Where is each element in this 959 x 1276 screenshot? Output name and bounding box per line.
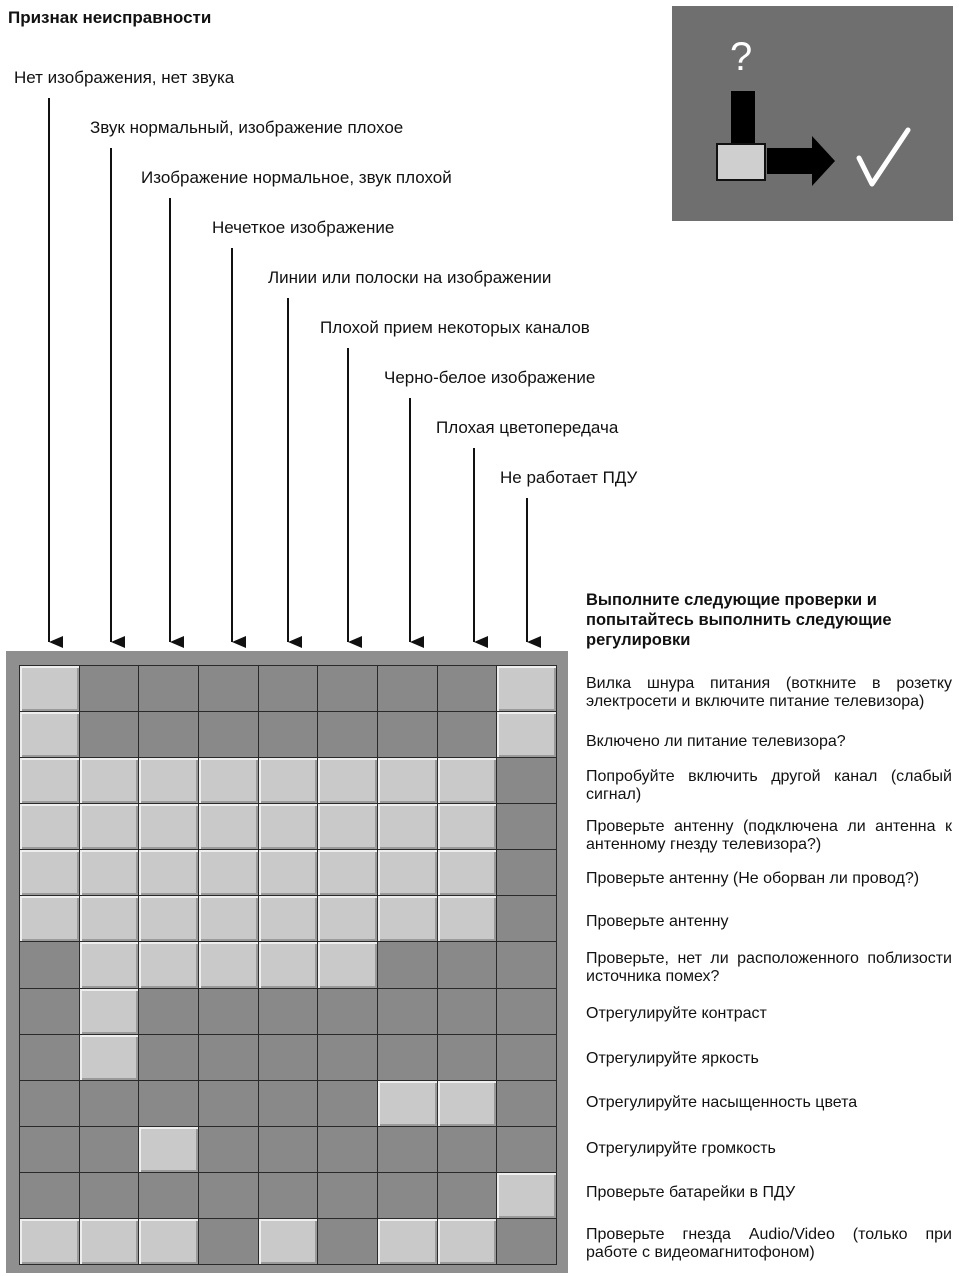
matrix-cell-r4-c4 bbox=[199, 804, 258, 849]
matrix-cell-r6-c4 bbox=[199, 896, 258, 941]
matrix-cell-r2-c9 bbox=[497, 712, 556, 757]
matrix-cell-r12-c7 bbox=[378, 1173, 437, 1218]
matrix-cell-r3-c9 bbox=[497, 758, 556, 803]
matrix-cell-r5-c3 bbox=[139, 850, 198, 895]
check-item-9: Отрегулируйте яркость bbox=[586, 1050, 759, 1067]
matrix-cell-r8-c4 bbox=[199, 989, 258, 1034]
matrix-cell-r12-c5 bbox=[259, 1173, 318, 1218]
matrix-cell-r1-c3 bbox=[139, 666, 198, 711]
matrix-cell-r7-c3 bbox=[139, 942, 198, 987]
matrix-cell-r9-c9 bbox=[497, 1035, 556, 1080]
matrix-cell-r3-c5 bbox=[259, 758, 318, 803]
check-item-7: Проверьте, нет ли расположенного поблизости источника помех? bbox=[586, 950, 952, 985]
matrix-cell-r4-c3 bbox=[139, 804, 198, 849]
matrix-cell-r4-c2 bbox=[80, 804, 139, 849]
matrix-cell-r11-c9 bbox=[497, 1127, 556, 1172]
arrow-right-icon bbox=[767, 136, 835, 186]
matrix-cell-r8-c1 bbox=[20, 989, 79, 1034]
matrix-cell-r8-c8 bbox=[438, 989, 497, 1034]
matrix-cell-r7-c2 bbox=[80, 942, 139, 987]
matrix-cell-r12-c9 bbox=[497, 1173, 556, 1218]
matrix-cell-r9-c5 bbox=[259, 1035, 318, 1080]
matrix-cell-r6-c5 bbox=[259, 896, 318, 941]
matrix-cell-r11-c4 bbox=[199, 1127, 258, 1172]
matrix-cell-r2-c5 bbox=[259, 712, 318, 757]
symptom-label-2: Звук нормальный, изображение плохое bbox=[90, 118, 404, 137]
check-item-5: Проверьте антенну (Не оборван ли провод?) bbox=[586, 870, 920, 887]
matrix-cell-r10-c6 bbox=[318, 1081, 377, 1126]
matrix-cell-r13-c5 bbox=[259, 1219, 318, 1264]
matrix-cell-r11-c1 bbox=[20, 1127, 79, 1172]
check-item-1: Вилка шнура питания (воткните в розетку электросети и включите питание телевизора) bbox=[586, 675, 952, 710]
matrix-cell-r7-c9 bbox=[497, 942, 556, 987]
matrix-cell-r6-c3 bbox=[139, 896, 198, 941]
symptom-label-8: Плохая цветопередача bbox=[436, 418, 619, 437]
matrix-cell-r11-c6 bbox=[318, 1127, 377, 1172]
matrix-cell-r11-c7 bbox=[378, 1127, 437, 1172]
check-item-4: Проверьте антенну (подключена ли антенна к антенному гнезду телевизора?) bbox=[586, 818, 952, 853]
matrix-cell-r7-c8 bbox=[438, 942, 497, 987]
symptom-label-4: Нечеткое изображение bbox=[212, 218, 395, 237]
matrix-cell-r13-c9 bbox=[497, 1219, 556, 1264]
symptom-label-6: Плохой прием некоторых каналов bbox=[320, 318, 590, 337]
matrix-cell-r10-c4 bbox=[199, 1081, 258, 1126]
matrix-cell-r1-c7 bbox=[378, 666, 437, 711]
check-item-13: Проверьте гнезда Audio/Video (только при работе с видеомагнитофоном) bbox=[586, 1226, 952, 1261]
matrix-cell-r12-c3 bbox=[139, 1173, 198, 1218]
matrix-cell-r10-c8 bbox=[438, 1081, 497, 1126]
check-matrix bbox=[19, 665, 557, 1265]
symptom-label-1: Нет изображения, нет звука bbox=[14, 68, 235, 87]
matrix-cell-r13-c8 bbox=[438, 1219, 497, 1264]
matrix-cell-r2-c3 bbox=[139, 712, 198, 757]
matrix-cell-r5-c6 bbox=[318, 850, 377, 895]
matrix-cell-r3-c4 bbox=[199, 758, 258, 803]
matrix-cell-r9-c3 bbox=[139, 1035, 198, 1080]
matrix-cell-r1-c5 bbox=[259, 666, 318, 711]
matrix-cell-r13-c6 bbox=[318, 1219, 377, 1264]
matrix-cell-r6-c1 bbox=[20, 896, 79, 941]
matrix-cell-r3-c8 bbox=[438, 758, 497, 803]
matrix-cell-r12-c6 bbox=[318, 1173, 377, 1218]
matrix-cell-r6-c6 bbox=[318, 896, 377, 941]
matrix-cell-r1-c1 bbox=[20, 666, 79, 711]
matrix-cell-r4-c7 bbox=[378, 804, 437, 849]
check-item-11: Отрегулируйте громкость bbox=[586, 1140, 776, 1157]
matrix-cell-r1-c8 bbox=[438, 666, 497, 711]
matrix-cell-r9-c7 bbox=[378, 1035, 437, 1080]
matrix-cell-r7-c4 bbox=[199, 942, 258, 987]
matrix-cell-r1-c6 bbox=[318, 666, 377, 711]
matrix-cell-r13-c3 bbox=[139, 1219, 198, 1264]
matrix-cell-r5-c7 bbox=[378, 850, 437, 895]
matrix-cell-r8-c9 bbox=[497, 989, 556, 1034]
matrix-cell-r9-c2 bbox=[80, 1035, 139, 1080]
matrix-cell-r4-c5 bbox=[259, 804, 318, 849]
matrix-cell-r13-c7 bbox=[378, 1219, 437, 1264]
matrix-cell-r7-c6 bbox=[318, 942, 377, 987]
checkmark-icon bbox=[859, 130, 908, 184]
matrix-cell-r5-c5 bbox=[259, 850, 318, 895]
legend-illustration bbox=[672, 6, 953, 221]
matrix-cell-r11-c5 bbox=[259, 1127, 318, 1172]
symptom-label-7: Черно-белое изображение bbox=[384, 368, 596, 387]
matrix-cell-r12-c4 bbox=[199, 1173, 258, 1218]
matrix-cell-r8-c7 bbox=[378, 989, 437, 1034]
matrix-cell-r12-c1 bbox=[20, 1173, 79, 1218]
matrix-cell-r11-c2 bbox=[80, 1127, 139, 1172]
question-mark-icon: ? bbox=[730, 35, 753, 79]
matrix-cell-r7-c1 bbox=[20, 942, 79, 987]
matrix-cell-r12-c8 bbox=[438, 1173, 497, 1218]
light-button-icon bbox=[717, 144, 765, 180]
matrix-cell-r2-c7 bbox=[378, 712, 437, 757]
check-item-2: Включено ли питание телевизора? bbox=[586, 733, 846, 750]
matrix-cell-r8-c2 bbox=[80, 989, 139, 1034]
matrix-cell-r2-c6 bbox=[318, 712, 377, 757]
matrix-cell-r2-c8 bbox=[438, 712, 497, 757]
matrix-cell-r5-c4 bbox=[199, 850, 258, 895]
matrix-cell-r2-c4 bbox=[199, 712, 258, 757]
matrix-cell-r4-c9 bbox=[497, 804, 556, 849]
matrix-cell-r4-c6 bbox=[318, 804, 377, 849]
matrix-cell-r7-c7 bbox=[378, 942, 437, 987]
matrix-cell-r1-c4 bbox=[199, 666, 258, 711]
symptom-label-3: Изображение нормальное, звук плохой bbox=[141, 168, 452, 187]
matrix-cell-r10-c1 bbox=[20, 1081, 79, 1126]
matrix-cell-r1-c9 bbox=[497, 666, 556, 711]
symptom-label-9: Не работает ПДУ bbox=[500, 468, 638, 487]
matrix-cell-r10-c2 bbox=[80, 1081, 139, 1126]
checks-title: Выполните следующие проверки и попытайтесь выполнить следующие регулировки bbox=[586, 591, 892, 649]
matrix-cell-r3-c7 bbox=[378, 758, 437, 803]
matrix-cell-r4-c8 bbox=[438, 804, 497, 849]
matrix-cell-r13-c1 bbox=[20, 1219, 79, 1264]
matrix-cell-r3-c6 bbox=[318, 758, 377, 803]
matrix-cell-r8-c6 bbox=[318, 989, 377, 1034]
check-item-10: Отрегулируйте насыщенность цвета bbox=[586, 1094, 858, 1111]
black-bar-icon bbox=[731, 91, 755, 147]
matrix-cell-r6-c2 bbox=[80, 896, 139, 941]
matrix-cell-r13-c2 bbox=[80, 1219, 139, 1264]
matrix-cell-r9-c1 bbox=[20, 1035, 79, 1080]
legend-icon-box bbox=[672, 6, 953, 221]
matrix-cell-r3-c2 bbox=[80, 758, 139, 803]
matrix-cell-r10-c3 bbox=[139, 1081, 198, 1126]
matrix-cell-r1-c2 bbox=[80, 666, 139, 711]
matrix-cell-r11-c3 bbox=[139, 1127, 198, 1172]
matrix-cell-r8-c3 bbox=[139, 989, 198, 1034]
check-item-8: Отрегулируйте контраст bbox=[586, 1005, 767, 1022]
matrix-cell-r2-c2 bbox=[80, 712, 139, 757]
matrix-cell-r9-c6 bbox=[318, 1035, 377, 1080]
matrix-cell-r11-c8 bbox=[438, 1127, 497, 1172]
matrix-cell-r10-c5 bbox=[259, 1081, 318, 1126]
matrix-cell-r3-c3 bbox=[139, 758, 198, 803]
matrix-cell-r5-c2 bbox=[80, 850, 139, 895]
check-item-6: Проверьте антенну bbox=[586, 913, 729, 930]
check-item-3: Попробуйте включить другой канал (слабый сигнал) bbox=[586, 768, 952, 803]
matrix-cell-r3-c1 bbox=[20, 758, 79, 803]
matrix-cell-r9-c8 bbox=[438, 1035, 497, 1080]
matrix-cell-r13-c4 bbox=[199, 1219, 258, 1264]
matrix-cell-r8-c5 bbox=[259, 989, 318, 1034]
matrix-cell-r5-c8 bbox=[438, 850, 497, 895]
matrix-cell-r6-c9 bbox=[497, 896, 556, 941]
matrix-cell-r12-c2 bbox=[80, 1173, 139, 1218]
matrix-cell-r7-c5 bbox=[259, 942, 318, 987]
matrix-cell-r9-c4 bbox=[199, 1035, 258, 1080]
symptom-label-5: Линии или полоски на изображении bbox=[268, 268, 552, 287]
matrix-cell-r6-c8 bbox=[438, 896, 497, 941]
matrix-cell-r5-c1 bbox=[20, 850, 79, 895]
matrix-cell-r4-c1 bbox=[20, 804, 79, 849]
matrix-cell-r10-c9 bbox=[497, 1081, 556, 1126]
matrix-cell-r6-c7 bbox=[378, 896, 437, 941]
check-item-12: Проверьте батарейки в ПДУ bbox=[586, 1184, 796, 1201]
matrix-cell-r2-c1 bbox=[20, 712, 79, 757]
matrix-cell-r10-c7 bbox=[378, 1081, 437, 1126]
matrix-cell-r5-c9 bbox=[497, 850, 556, 895]
page-title: Признак неисправности bbox=[8, 8, 212, 27]
